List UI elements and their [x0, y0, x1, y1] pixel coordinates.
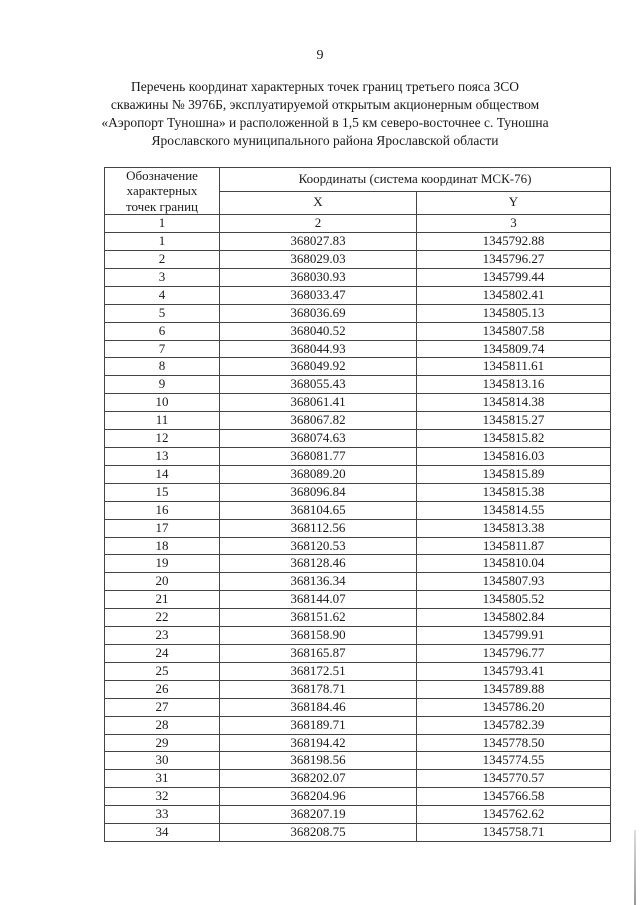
cell-y: 1345816.03 — [417, 448, 611, 466]
table-row — [105, 448, 611, 466]
cell-point-number: 19 — [105, 555, 220, 573]
header-point-designation — [105, 168, 220, 215]
table-row — [105, 322, 611, 340]
cell-x: 368040.52 — [220, 322, 417, 340]
cell-x: 368202.07 — [220, 770, 417, 788]
cell-y: 1345786.20 — [417, 698, 611, 716]
cell-point-number: 23 — [105, 627, 220, 645]
cell-x: 368189.71 — [220, 716, 417, 734]
table-row — [105, 824, 611, 842]
cell-x: 368144.07 — [220, 591, 417, 609]
cell-y: 1345814.55 — [417, 501, 611, 519]
cell-y: 1345796.77 — [417, 644, 611, 662]
cell-x: 368081.77 — [220, 448, 417, 466]
cell-point-number: 15 — [105, 483, 220, 501]
cell-y: 1345792.88 — [417, 233, 611, 251]
cell-point-number: 9 — [105, 376, 220, 394]
cell-x: 368044.93 — [220, 340, 417, 358]
cell-point-number: 12 — [105, 430, 220, 448]
header-line: характерных — [126, 183, 198, 199]
cell-point-number: 22 — [105, 609, 220, 627]
cell-point-number: 31 — [105, 770, 220, 788]
header-line: точек границ — [125, 198, 199, 214]
table-row — [105, 806, 611, 824]
table-row — [105, 680, 611, 698]
cell-x: 368208.75 — [220, 824, 417, 842]
cell-y: 1345793.41 — [417, 662, 611, 680]
cell-x: 368158.90 — [220, 627, 417, 645]
cell-point-number: 20 — [105, 573, 220, 591]
header-coordinates: Координаты (система координат МСК-76) — [220, 168, 611, 192]
cell-y: 1345789.88 — [417, 680, 611, 698]
table-row — [105, 358, 611, 376]
cell-x: 368172.51 — [220, 662, 417, 680]
table-row — [105, 340, 611, 358]
cell-y: 1345815.27 — [417, 412, 611, 430]
table-row — [105, 644, 611, 662]
cell-point-number: 28 — [105, 716, 220, 734]
column-number: 1 — [105, 215, 220, 233]
cell-point-number: 24 — [105, 644, 220, 662]
cell-x: 368112.56 — [220, 519, 417, 537]
cell-y: 1345814.38 — [417, 394, 611, 412]
cell-point-number: 1 — [105, 233, 220, 251]
scan-edge-shadow — [634, 830, 636, 905]
cell-x: 368184.46 — [220, 698, 417, 716]
table-row — [105, 394, 611, 412]
cell-y: 1345815.89 — [417, 465, 611, 483]
cell-point-number: 27 — [105, 698, 220, 716]
cell-point-number: 30 — [105, 752, 220, 770]
cell-point-number: 32 — [105, 788, 220, 806]
cell-x: 368128.46 — [220, 555, 417, 573]
table-row — [105, 268, 611, 286]
cell-x: 368030.93 — [220, 268, 417, 286]
cell-point-number: 3 — [105, 268, 220, 286]
cell-x: 368033.47 — [220, 286, 417, 304]
cell-x: 368049.92 — [220, 358, 417, 376]
cell-point-number: 6 — [105, 322, 220, 340]
cell-y: 1345813.38 — [417, 519, 611, 537]
cell-point-number: 14 — [105, 465, 220, 483]
cell-y: 1345802.84 — [417, 609, 611, 627]
cell-y: 1345766.58 — [417, 788, 611, 806]
table-row — [105, 304, 611, 322]
cell-point-number: 16 — [105, 501, 220, 519]
cell-x: 368204.96 — [220, 788, 417, 806]
cell-x: 368067.82 — [220, 412, 417, 430]
cell-x: 368036.69 — [220, 304, 417, 322]
cell-point-number: 17 — [105, 519, 220, 537]
table-row — [105, 573, 611, 591]
cell-x: 368120.53 — [220, 537, 417, 555]
table-row — [105, 716, 611, 734]
cell-x: 368061.41 — [220, 394, 417, 412]
table-row — [105, 788, 611, 806]
table-row — [105, 465, 611, 483]
table-row — [105, 770, 611, 788]
table-row — [105, 430, 611, 448]
table-row — [105, 609, 611, 627]
cell-y: 1345758.71 — [417, 824, 611, 842]
table-row — [105, 555, 611, 573]
cell-x: 368096.84 — [220, 483, 417, 501]
cell-point-number: 18 — [105, 537, 220, 555]
cell-y: 1345807.58 — [417, 322, 611, 340]
cell-y: 1345770.57 — [417, 770, 611, 788]
column-number: 2 — [220, 215, 417, 233]
cell-point-number: 11 — [105, 412, 220, 430]
cell-y: 1345796.27 — [417, 251, 611, 269]
page-number: 9 — [316, 48, 324, 63]
cell-x: 368136.34 — [220, 573, 417, 591]
cell-y: 1345807.93 — [417, 573, 611, 591]
cell-y: 1345782.39 — [417, 716, 611, 734]
table-row — [105, 286, 611, 304]
cell-x: 368165.87 — [220, 644, 417, 662]
header-line: Обозначение — [126, 168, 198, 183]
cell-point-number: 25 — [105, 662, 220, 680]
table-row — [105, 251, 611, 269]
cell-y: 1345805.13 — [417, 304, 611, 322]
cell-y: 1345811.87 — [417, 537, 611, 555]
title-line: Ярославского муниципального района Ярославской области — [151, 133, 499, 148]
cell-point-number: 21 — [105, 591, 220, 609]
cell-y: 1345811.61 — [417, 358, 611, 376]
cell-x: 368207.19 — [220, 806, 417, 824]
cell-x: 368089.20 — [220, 465, 417, 483]
cell-y: 1345813.16 — [417, 376, 611, 394]
title-line: Перечень координат характерных точек границ третьего пояса ЗСО — [131, 79, 519, 94]
cell-point-number: 2 — [105, 251, 220, 269]
cell-x: 368178.71 — [220, 680, 417, 698]
table-row — [105, 376, 611, 394]
cell-x: 368151.62 — [220, 609, 417, 627]
coordinates-table — [104, 167, 611, 842]
table-row — [105, 519, 611, 537]
cell-y: 1345774.55 — [417, 752, 611, 770]
cell-point-number: 10 — [105, 394, 220, 412]
cell-y: 1345805.52 — [417, 591, 611, 609]
cell-y: 1345778.50 — [417, 734, 611, 752]
cell-point-number: 26 — [105, 680, 220, 698]
cell-point-number: 33 — [105, 806, 220, 824]
cell-x: 368027.83 — [220, 233, 417, 251]
table-row — [105, 627, 611, 645]
cell-x: 368074.63 — [220, 430, 417, 448]
table-row — [105, 501, 611, 519]
document-title — [100, 78, 550, 150]
cell-x: 368104.65 — [220, 501, 417, 519]
column-number-row — [105, 215, 611, 233]
cell-point-number: 7 — [105, 340, 220, 358]
cell-x: 368194.42 — [220, 734, 417, 752]
cell-y: 1345815.82 — [417, 430, 611, 448]
cell-point-number: 8 — [105, 358, 220, 376]
cell-y: 1345799.91 — [417, 627, 611, 645]
table-row — [105, 591, 611, 609]
table-row — [105, 412, 611, 430]
table-row — [105, 734, 611, 752]
table-row — [105, 537, 611, 555]
cell-y: 1345802.41 — [417, 286, 611, 304]
table-header-row — [105, 168, 611, 192]
cell-y: 1345799.44 — [417, 268, 611, 286]
header-x: X — [220, 191, 417, 215]
title-line: скважины № 3976Б, эксплуатируемой открытым акционерным обществом — [110, 97, 540, 112]
table-row — [105, 233, 611, 251]
cell-point-number: 34 — [105, 824, 220, 842]
cell-y: 1345762.62 — [417, 806, 611, 824]
table-row — [105, 662, 611, 680]
table-row — [105, 483, 611, 501]
cell-x: 368198.56 — [220, 752, 417, 770]
cell-y: 1345809.74 — [417, 340, 611, 358]
cell-y: 1345810.04 — [417, 555, 611, 573]
cell-x: 368029.03 — [220, 251, 417, 269]
cell-point-number: 5 — [105, 304, 220, 322]
column-number: 3 — [417, 215, 611, 233]
cell-point-number: 13 — [105, 448, 220, 466]
header-y: Y — [417, 191, 611, 215]
cell-point-number: 29 — [105, 734, 220, 752]
table-row — [105, 698, 611, 716]
title-line: «Аэропорт Туношна» и расположенной в 1,5 км северо-восточнее с. Туношна — [101, 115, 549, 130]
cell-point-number: 4 — [105, 286, 220, 304]
cell-y: 1345815.38 — [417, 483, 611, 501]
table-row — [105, 752, 611, 770]
cell-x: 368055.43 — [220, 376, 417, 394]
